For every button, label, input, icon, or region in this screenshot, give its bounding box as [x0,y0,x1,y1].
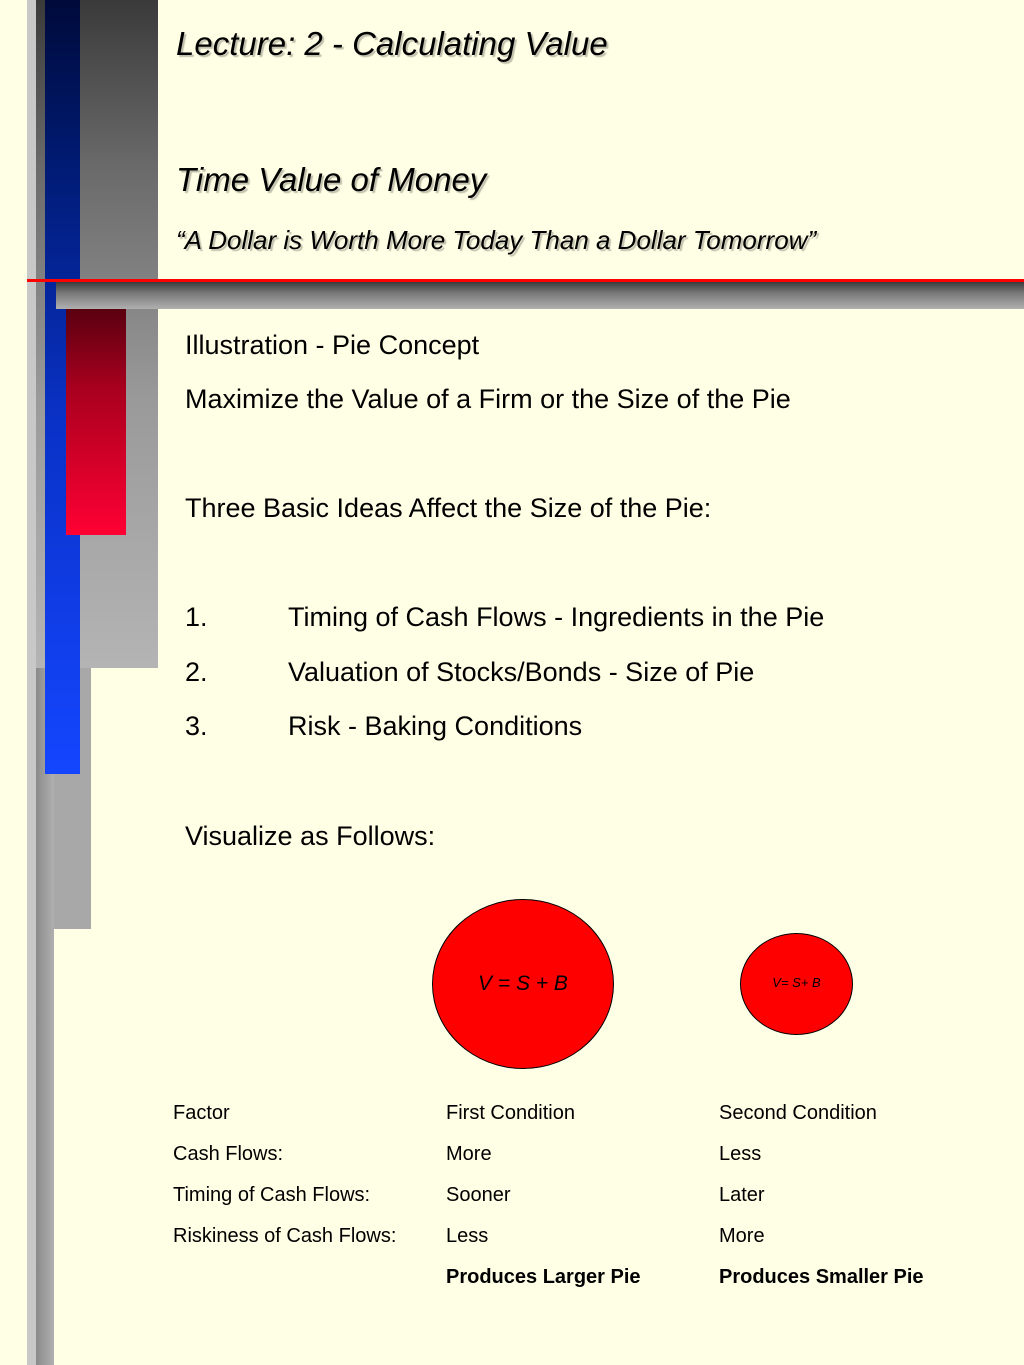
table-header-first: First Condition [446,1102,575,1124]
body-line-visualize: Visualize as Follows: [185,821,436,851]
table-cell: Timing of Cash Flows: [173,1184,371,1206]
table-cell: Less [446,1225,489,1247]
list-number: 3. [185,711,208,741]
table-cell: More [446,1143,492,1165]
large-pie-label: V = S + B [478,972,568,995]
table-cell: More [719,1225,765,1247]
list-item: Valuation of Stocks/Bonds - Size of Pie [288,657,755,687]
table-cell: Less [719,1143,762,1165]
subtitle: Time Value of Money [176,161,487,198]
body-line-illustration: Illustration - Pie Concept [185,330,480,360]
body-line-three-ideas: Three Basic Ideas Affect the Size of the Pie: [185,493,712,523]
table-header-factor: Factor [173,1102,230,1124]
table-cell: Cash Flows: [173,1143,284,1165]
list-number: 1. [185,602,208,632]
table-result-first: Produces Larger Pie [446,1266,641,1288]
table-cell: Sooner [446,1184,511,1206]
header-divider-gray-band [56,282,1024,309]
list-item: Risk - Baking Conditions [288,711,583,741]
small-pie-label: V= S+ B [772,975,821,990]
list-number: 2. [185,657,208,687]
decor-light-strip [27,0,36,1365]
table-result-second: Produces Smaller Pie [719,1266,924,1288]
body-line-maximize: Maximize the Value of a Firm or the Size of the Pie [185,384,791,414]
lecture-title: Lecture: 2 - Calculating Value [176,25,608,62]
quote: “A Dollar is Worth More Today Than a Dollar Tomorrow” [176,225,817,255]
table-cell: Riskiness of Cash Flows: [173,1225,397,1247]
list-item: Timing of Cash Flows - Ingredients in the Pie [288,602,825,632]
decor-red-bar [66,309,126,535]
large-pie [432,899,614,1069]
small-pie [740,933,853,1035]
table-header-second: Second Condition [719,1102,877,1124]
table-cell: Later [719,1184,765,1206]
